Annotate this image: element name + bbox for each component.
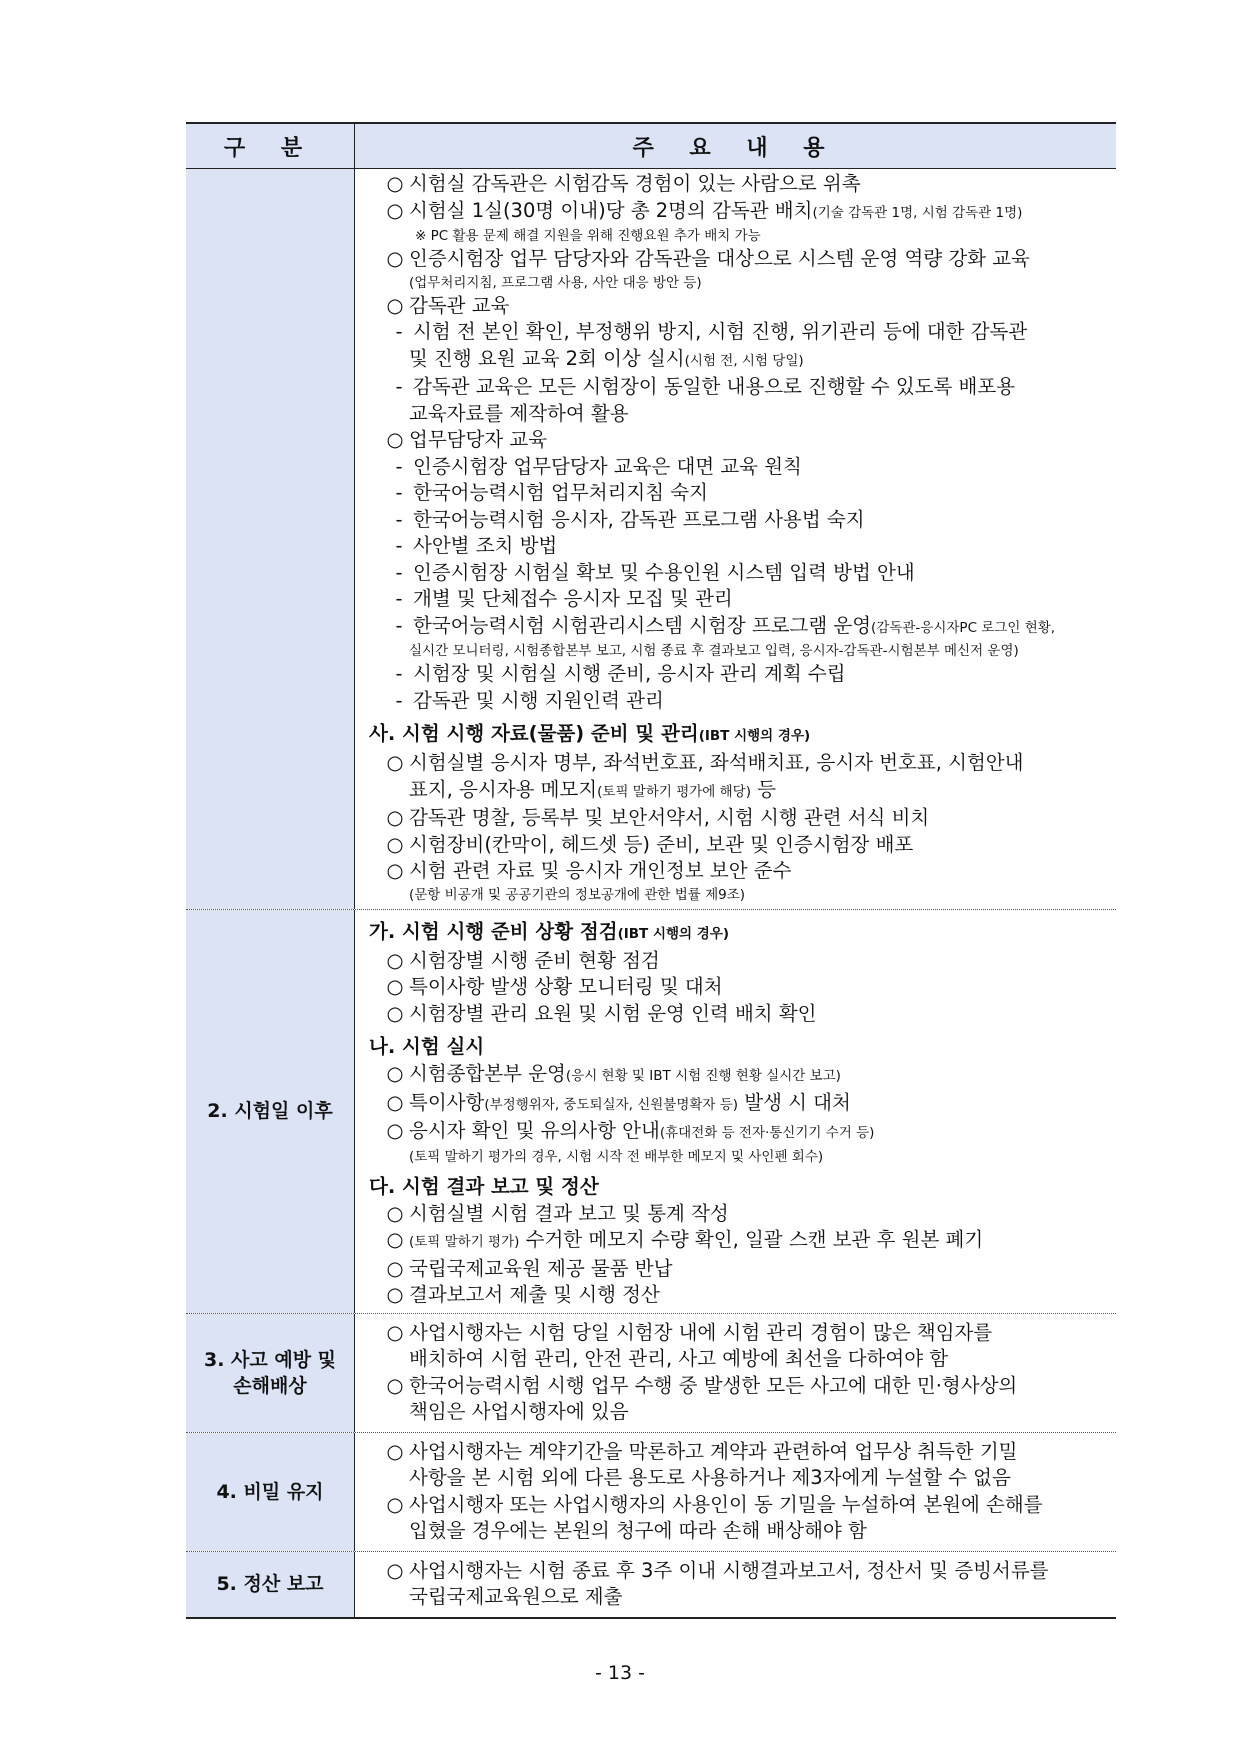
circle-bullet-icon: ○ <box>386 832 404 856</box>
subheading-text: 다. 시험 결과 보고 및 정산 <box>369 1174 599 1198</box>
line-text: 시험종합본부 운영 <box>409 1062 566 1085</box>
line-text: 표지, 응시자용 메모지 <box>409 777 598 801</box>
line-text: 시험실별 응시자 명부, 좌석번호표, 좌석배치표, 응시자 번호표, 시험안내 <box>409 751 1024 774</box>
section-2-content <box>355 910 1116 1313</box>
line-text: 사안별 조치 방법 <box>413 534 558 557</box>
content-line <box>369 1201 1106 1228</box>
note-line: (토픽 말하기 평가의 경우, 시험 시작 전 배부한 메모지 및 사인펜 회수) <box>409 1148 824 1165</box>
section-1-content <box>355 169 1116 909</box>
line-text: 개별 및 단체접수 응시자 모집 및 관리 <box>413 587 733 610</box>
content-line <box>369 948 1106 975</box>
line-text: 한국어능력시험 시험관리시스템 시험장 프로그램 운영 <box>413 613 872 637</box>
line-text: 시험 전 본인 확인, 부정행위 방지, 시험 진행, 위기관리 등에 대한 감독관 <box>413 320 1028 343</box>
circle-bullet-icon: ○ <box>386 1320 404 1344</box>
line-note: (부정행위자, 중도퇴실자, 신원불명확자 등) <box>484 1096 739 1113</box>
line-tail: 등 <box>750 777 777 801</box>
table-header <box>186 124 1116 169</box>
content-line <box>369 1558 1106 1585</box>
content-line <box>369 454 1106 481</box>
line-text: 및 진행 요원 교육 2회 이상 실시 <box>409 346 685 370</box>
dash-bullet-icon: - <box>395 454 403 478</box>
note-line: (업무처리지침, 프로그램 사용, 사안 대응 방안 등) <box>409 274 702 291</box>
line-text: 시험장비(칸막이, 헤드셋 등) 준비, 보관 및 인증시험장 배포 <box>409 832 914 856</box>
content-line <box>369 1346 1106 1373</box>
content-line <box>369 777 1106 806</box>
content-line <box>369 1282 1106 1309</box>
section-3-content <box>355 1314 1116 1432</box>
content-line <box>369 1001 1106 1028</box>
circle-bullet-icon: ○ <box>386 293 404 317</box>
line-text: 시험실 1실(30명 이내)당 총 2명의 감독관 배치 <box>409 198 813 222</box>
line-note: (시험 전, 시험 당일) <box>684 352 804 369</box>
subheading-text: 가. 시험 시행 준비 상황 점검 <box>369 919 618 943</box>
line-note: (휴대전화 등 전자·통신기기 수거 등) <box>659 1125 875 1141</box>
line-note: (응시 현황 및 IBT 시험 진행 현황 실시간 보고) <box>565 1068 841 1084</box>
line-text: 국립국제교육원으로 제출 <box>409 1585 623 1608</box>
content-line <box>369 374 1106 401</box>
content-line <box>369 507 1106 534</box>
content-line <box>369 198 1106 227</box>
content-line <box>369 1061 1106 1090</box>
dash-bullet-icon: - <box>395 587 403 610</box>
content-line <box>369 1439 1106 1466</box>
line-text: 사업시행자는 계약기간을 막론하고 계약과 관련하여 업무상 취득한 기밀 <box>409 1439 1018 1463</box>
content-line <box>369 427 1106 454</box>
line-text: 감독관 명찰, 등록부 및 보안서약서, 시험 시행 관련 서식 비치 <box>409 806 930 829</box>
header-category: 구 분 <box>186 124 355 168</box>
circle-bullet-icon: ○ <box>386 1001 404 1025</box>
content-line <box>369 974 1106 1001</box>
circle-bullet-icon: ○ <box>386 1256 404 1280</box>
circle-bullet-icon: ○ <box>386 1492 404 1516</box>
dash-bullet-icon: - <box>395 688 403 712</box>
line-text: 결과보고서 제출 및 시행 정산 <box>409 1283 660 1306</box>
circle-bullet-icon: ○ <box>386 1090 404 1114</box>
circle-bullet-icon: ○ <box>386 1373 404 1397</box>
line-text: 교육자료를 제작하여 활용 <box>409 401 629 425</box>
section-3-label-line1: 3. 사고 예방 및 <box>203 1348 337 1371</box>
content-line <box>369 1320 1106 1347</box>
content-line <box>369 586 1106 613</box>
line-text: 시험장 및 시험실 시행 준비, 응시자 관리 계획 수립 <box>413 662 846 685</box>
content-line <box>369 401 1106 428</box>
row-section-2 <box>186 910 1116 1314</box>
circle-bullet-icon: ○ <box>386 428 404 451</box>
line-text: 사항을 본 시험 외에 다른 용도로 사용하거나 제3자에게 누설할 수 없음 <box>409 1466 1011 1489</box>
dash-bullet-icon: - <box>395 375 403 398</box>
circle-bullet-icon: ○ <box>386 806 404 829</box>
line-text: 국립국제교육원 제공 물품 반납 <box>409 1256 673 1280</box>
content-line <box>369 1373 1106 1400</box>
content-line <box>369 533 1106 560</box>
row-section-1 <box>186 169 1116 910</box>
circle-bullet-icon: ○ <box>386 1228 404 1251</box>
line-note: (토픽 말하기 평가에 해당) <box>597 783 751 800</box>
section-4-label: 4. 비밀 유지 <box>186 1433 355 1551</box>
content-line <box>369 480 1106 507</box>
line-text: 입혔을 경우에는 본원의 청구에 따라 손해 배상해야 함 <box>409 1519 867 1542</box>
content-line <box>369 1465 1106 1492</box>
content-line <box>369 805 1106 832</box>
line-text: 시험장별 시행 준비 현황 점검 <box>409 948 660 972</box>
dash-bullet-icon: - <box>395 662 403 685</box>
page-number: - 13 - <box>595 1662 645 1684</box>
dash-bullet-icon: - <box>395 613 403 637</box>
line-text: 감독관 교육은 모든 시험장이 동일한 내용으로 진행할 수 있도록 배포용 <box>413 375 1016 398</box>
circle-bullet-icon: ○ <box>386 247 404 270</box>
circle-bullet-icon: ○ <box>386 1283 404 1306</box>
line-text: 배치하여 시험 관리, 안전 관리, 사고 예방에 최선을 다하여야 함 <box>409 1347 949 1370</box>
line-text: 인증시험장 업무 담당자와 감독관을 대상으로 시스템 운영 역량 강화 교육 <box>409 247 1030 270</box>
section-5-label: 5. 정산 보고 <box>186 1552 355 1617</box>
circle-bullet-icon: ○ <box>386 1062 404 1085</box>
section-1-heading: 사. 시험 시행 자료(물품) 준비 및 관리(IBT 시행의 경우) <box>369 722 811 745</box>
row-section-3 <box>186 1314 1116 1433</box>
line-text: 업무담당자 교육 <box>409 428 548 451</box>
circle-bullet-icon: ○ <box>386 1558 404 1582</box>
section-2-subheading <box>369 1173 1106 1201</box>
content-line <box>369 560 1106 587</box>
content-line <box>369 319 1106 346</box>
dash-bullet-icon: - <box>395 320 403 343</box>
header-contents: 주 요 내 용 <box>632 135 839 161</box>
content-line <box>369 613 1106 642</box>
line-text: 응시자 확인 및 유의사항 안내 <box>409 1119 660 1142</box>
line-text: 시험실별 시험 결과 보고 및 통계 작성 <box>409 1201 729 1225</box>
content-line <box>369 688 1106 715</box>
section-3-label-line2: 손해배상 <box>233 1374 307 1397</box>
circle-bullet-icon: ○ <box>386 1201 404 1225</box>
line-text: 한국어능력시험 업무처리지침 숙지 <box>413 481 708 504</box>
section-1-label <box>186 169 355 909</box>
circle-bullet-icon: ○ <box>386 198 404 222</box>
line-text: 시험 관련 자료 및 응시자 개인정보 보안 준수 <box>409 859 792 882</box>
line-text: 시험장별 관리 요원 및 시험 운영 인력 배치 확인 <box>409 1001 817 1025</box>
content-line <box>369 1090 1106 1119</box>
circle-bullet-icon: ○ <box>386 948 404 972</box>
line-text: 한국어능력시험 응시자, 감독관 프로그램 사용법 숙지 <box>413 507 865 531</box>
content-line <box>369 661 1106 688</box>
section-2-subheading <box>369 918 1106 948</box>
section-2-subheading <box>369 1033 1106 1061</box>
line-text: 인증시험장 업무담당자 교육은 대면 교육 원칙 <box>413 454 802 478</box>
dash-bullet-icon: - <box>395 560 403 584</box>
line-note: (기술 감독관 1명, 시험 감독관 1명) <box>812 204 1023 221</box>
row-section-4 <box>186 1433 1116 1552</box>
line-text: 수거한 메모지 수량 확인, 일괄 스캔 보관 후 원본 폐기 <box>519 1228 984 1251</box>
content-line <box>369 750 1106 777</box>
dash-bullet-icon: - <box>395 481 403 504</box>
content-line <box>369 1118 1106 1147</box>
row-section-5 <box>186 1552 1116 1617</box>
content-line <box>369 858 1106 885</box>
content-line <box>369 171 1106 198</box>
subheading-text: 나. 시험 실시 <box>369 1035 485 1058</box>
dash-bullet-icon: - <box>395 534 403 557</box>
content-line <box>369 832 1106 859</box>
circle-bullet-icon: ○ <box>386 1439 404 1463</box>
note-line: (문항 비공개 및 공공기관의 정보공개에 관한 법률 제9조) <box>409 886 746 903</box>
content-line <box>369 1256 1106 1283</box>
content-line <box>369 246 1106 273</box>
content-line <box>369 1492 1106 1519</box>
note-line: ※ PC 활용 문제 해결 지원을 위해 진행요원 추가 배치 가능 <box>415 228 761 244</box>
line-text: 특이사항 <box>409 1090 485 1114</box>
subheading-note: (IBT 시행의 경우) <box>617 925 730 942</box>
line-text: 사업시행자는 시험 당일 시험장 내에 시험 관리 경험이 많은 책임자를 <box>409 1320 993 1344</box>
note-line: 실시간 모니터링, 시험종합본부 보고, 시험 종료 후 결과보고 입력, 응시자-감독관-시험본부 메신저 운영) <box>409 643 1019 659</box>
line-text: 시험실 감독관은 시험감독 경험이 있는 사람으로 위촉 <box>409 172 861 195</box>
section-2-label: 2. 시험일 이후 <box>186 910 355 1313</box>
content-line <box>369 1399 1106 1426</box>
circle-bullet-icon: ○ <box>386 751 404 774</box>
content-line <box>369 1584 1106 1611</box>
line-text: 특이사항 발생 상황 모니터링 및 대처 <box>409 975 723 998</box>
line-note: (감독관-응시자PC 로그인 현황, <box>871 619 1056 636</box>
section-3-label <box>186 1314 355 1432</box>
line-text: 사업시행자는 시험 종료 후 3주 이내 시행결과보고서, 정산서 및 증빙서류를 <box>409 1558 1049 1582</box>
section-4-content <box>355 1433 1116 1551</box>
line-text: 한국어능력시험 시행 업무 수행 중 발생한 모든 사고에 대한 민·형사상의 <box>409 1373 1018 1397</box>
content-line <box>369 293 1106 320</box>
line-text: 감독관 교육 <box>409 293 510 317</box>
line-tail: 발생 시 대처 <box>738 1090 851 1114</box>
line-prefix-note: (토픽 말하기 평가) <box>409 1234 520 1250</box>
section-5-content <box>355 1552 1116 1617</box>
content-table <box>186 122 1116 1619</box>
content-line <box>369 346 1106 375</box>
circle-bullet-icon: ○ <box>386 1119 404 1142</box>
dash-bullet-icon: - <box>395 507 403 531</box>
circle-bullet-icon: ○ <box>386 859 404 882</box>
content-line <box>369 1227 1106 1256</box>
line-text: 감독관 및 시행 지원인력 관리 <box>413 688 664 712</box>
circle-bullet-icon: ○ <box>386 975 404 998</box>
line-text: 인증시험장 시험실 확보 및 수용인원 시스템 입력 방법 안내 <box>413 560 915 584</box>
circle-bullet-icon: ○ <box>386 172 404 195</box>
content-line <box>369 1518 1106 1545</box>
line-text: 사업시행자 또는 사업시행자의 사용인이 동 기밀을 누설하여 본원에 손해를 <box>409 1492 1043 1516</box>
line-text: 책임은 사업시행자에 있음 <box>409 1400 629 1423</box>
